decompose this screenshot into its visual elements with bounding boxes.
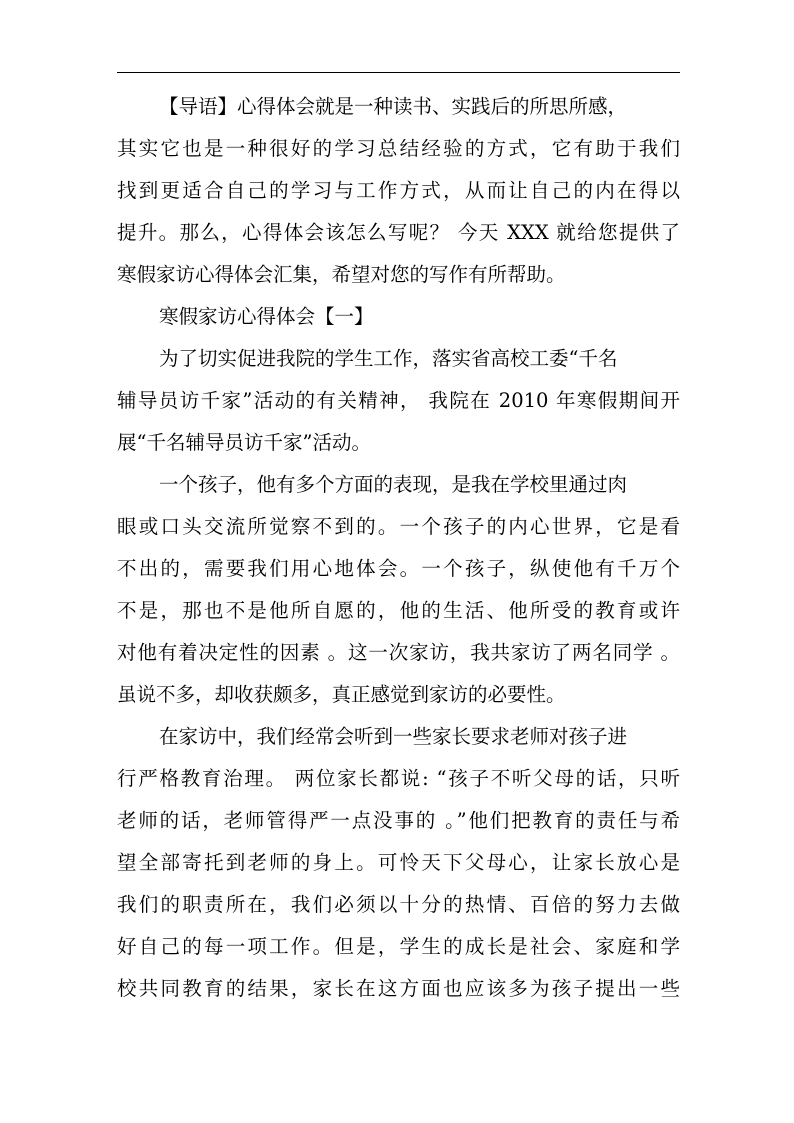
paragraph-line: 校共同教育的结果，家长在这方面也应该多为孩子提出一些 bbox=[117, 977, 680, 1000]
paragraph-line: 为了切实促进我院的学生工作，落实省高校工委“千名 bbox=[159, 347, 618, 370]
paragraph-line: 虽说不多，却收获颇多，真正感觉到家访的必要性。 bbox=[117, 683, 566, 706]
paragraph-line: 一个孩子，他有多个方面的表现，是我在学校里通过肉 bbox=[159, 473, 628, 496]
paragraph-line: 望全部寄托到老师的身上。可怜天下父母心，让家长放心是 bbox=[117, 851, 680, 874]
paragraph-line: 辅导员访千家”活动的有关精神， 我院在 2010 年寒假期间开 bbox=[117, 389, 680, 412]
intro-line: 找到更适合自己的学习与工作方式，从而让自己的内在得以 bbox=[117, 179, 680, 202]
paragraph-line: 好自己的每一项工作。但是，学生的成长是社会、家庭和学 bbox=[117, 935, 680, 958]
paragraph-line: 我们的职责所在，我们必须以十分的热情、百倍的努力去做 bbox=[117, 893, 680, 916]
header-rule bbox=[117, 72, 680, 73]
paragraph-line: 对他有着决定性的因素 。这一次家访，我共家访了两名同学 。 bbox=[117, 641, 680, 664]
paragraph-line: 老师的话，老师管得严一点没事的 。”他们把教育的责任与希 bbox=[117, 809, 680, 832]
paragraph-line: 展“千名辅导员访千家”活动。 bbox=[117, 431, 371, 454]
intro-line: 【导语】心得体会就是一种读书、实践后的所思所感， bbox=[159, 95, 628, 118]
paragraph-line: 行严格教育治理。 两位家长都说: “孩子不听父母的话，只听 bbox=[117, 767, 680, 790]
intro-line: 提升。那么，心得体会该怎么写呢？ 今天 XXX 就给您提供了 bbox=[117, 221, 680, 244]
section-title: 寒假家访心得体会【一】 bbox=[159, 305, 374, 328]
intro-line: 寒假家访心得体会汇集，希望对您的写作有所帮助。 bbox=[117, 263, 566, 286]
paragraph-line: 眼或口头交流所觉察不到的。一个孩子的内心世界，它是看 bbox=[117, 515, 680, 538]
paragraph-line: 不出的，需要我们用心地体会。一个孩子，纵使他有千万个 bbox=[117, 557, 680, 580]
paragraph-line: 不是，那也不是他所自愿的，他的生活、他所受的教育或许 bbox=[117, 599, 680, 622]
intro-line: 其实它也是一种很好的学习总结经验的方式，它有助于我们 bbox=[117, 137, 680, 160]
paragraph-line: 在家访中，我们经常会听到一些家长要求老师对孩子进 bbox=[159, 725, 628, 748]
